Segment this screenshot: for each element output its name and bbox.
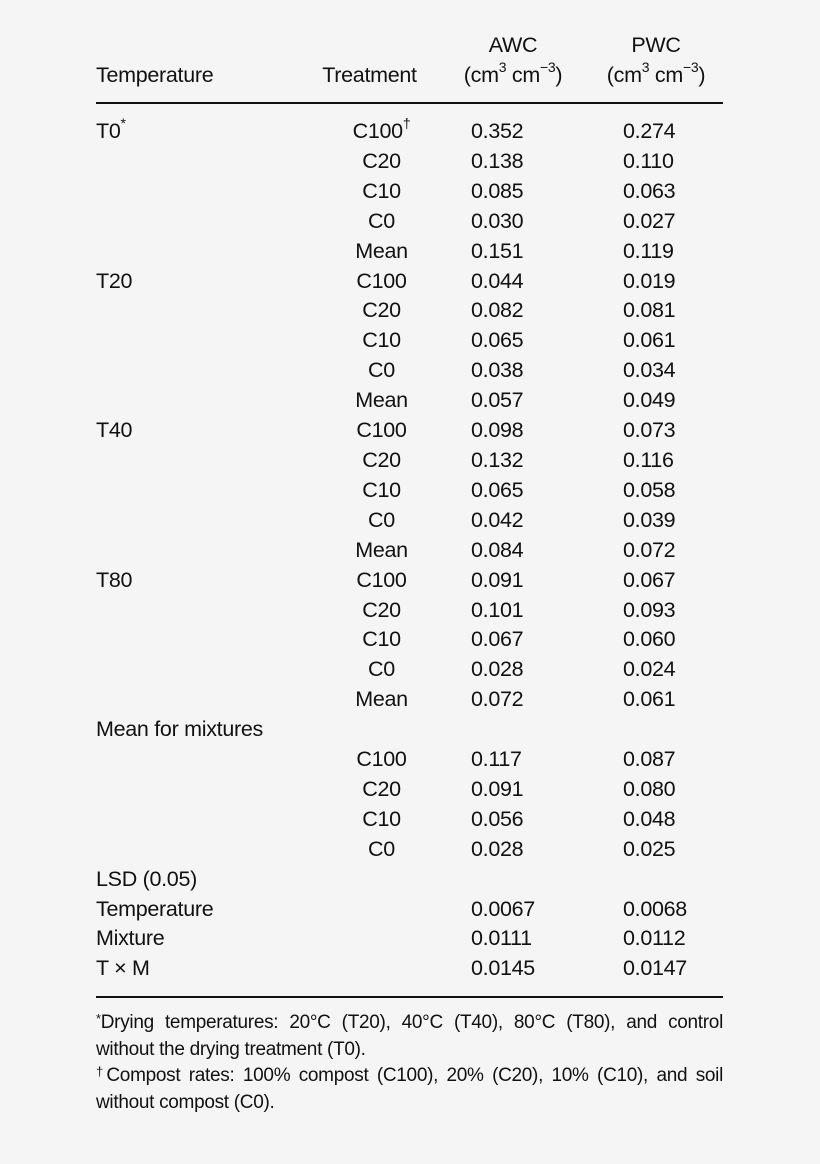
unit-text: (cm <box>463 63 499 87</box>
cell-temperature <box>96 924 302 954</box>
cell-temperature <box>96 114 302 147</box>
table-row <box>96 506 723 536</box>
table-row <box>96 745 723 775</box>
header-treatment-label: Treatment <box>322 63 417 87</box>
cell-pwc: 0.058 <box>623 477 676 502</box>
cell-temperature <box>96 685 302 715</box>
cell-awc: 0.101 <box>471 597 524 622</box>
cell-treatment <box>302 267 437 297</box>
unit-text: ) <box>698 63 706 87</box>
table-page <box>96 30 723 1116</box>
cell-temperature <box>96 895 302 925</box>
cell-awc: 0.0145 <box>471 956 535 981</box>
table-row <box>96 895 723 925</box>
table-row <box>96 356 723 386</box>
footnote-marker: * <box>120 114 126 131</box>
cell-awc: 0.028 <box>471 836 524 861</box>
unit-text: cm <box>649 63 683 87</box>
header-temperature <box>96 30 302 103</box>
table-row <box>96 835 723 865</box>
cell-temperature <box>96 326 302 356</box>
cell-pwc: 0.034 <box>623 358 676 383</box>
footnote-temperature <box>96 1010 723 1063</box>
cell-pwc: 0.049 <box>623 388 676 413</box>
cell-awc: 0.352 <box>471 119 524 143</box>
cell-treatment <box>302 207 437 237</box>
table-row <box>96 566 723 596</box>
table-row <box>96 237 723 267</box>
cell-pwc: 0.061 <box>623 687 676 712</box>
table-row <box>96 446 723 476</box>
treatment-label: C20 <box>362 298 401 323</box>
cell-treatment <box>302 625 437 655</box>
cell-treatment <box>302 416 437 446</box>
treatment-label: C20 <box>362 148 401 173</box>
treatment-label: C100 <box>356 747 407 772</box>
cell-awc: 0.067 <box>471 627 524 652</box>
cell-awc: 0.084 <box>471 537 524 562</box>
cell-treatment <box>302 835 437 865</box>
cell-awc: 0.138 <box>471 148 524 173</box>
unit-exponent: 3 <box>498 58 507 75</box>
cell-temperature <box>96 954 302 984</box>
cell-pwc <box>589 865 723 895</box>
cell-treatment <box>302 356 437 386</box>
cell-pwc: 0.073 <box>623 418 676 443</box>
table-row <box>96 536 723 566</box>
cell-awc: 0.038 <box>471 358 524 383</box>
treatment-label: Mean <box>355 687 408 712</box>
cell-pwc: 0.087 <box>623 747 676 772</box>
cell-temperature <box>96 566 302 596</box>
cell-awc: 0.056 <box>471 806 524 831</box>
treatment-label: C10 <box>362 328 401 353</box>
cell-temperature <box>96 207 302 237</box>
cell-temperature <box>96 805 302 835</box>
table-row <box>96 296 723 326</box>
cell-pwc: 0.019 <box>623 268 676 293</box>
cell-awc: 0.065 <box>471 477 524 502</box>
cell-pwc: 0.0068 <box>623 896 687 921</box>
cell-treatment <box>302 386 437 416</box>
cell-pwc: 0.274 <box>623 119 676 143</box>
header-awc-unit <box>437 60 589 90</box>
table-header <box>96 30 723 117</box>
cell-awc: 0.091 <box>471 567 524 592</box>
cell-temperature <box>96 835 302 865</box>
cell-awc: 0.028 <box>471 657 524 682</box>
treatment-label: C0 <box>368 358 395 383</box>
cell-treatment <box>302 566 437 596</box>
cell-temperature <box>96 356 302 386</box>
bottom-rule <box>96 984 723 997</box>
cell-awc: 0.042 <box>471 507 524 532</box>
footnote-text: Drying temperatures: 20°C (T20), 40°C (T40), 80°C (T80), and control without the drying treatment (T0). <box>96 1012 723 1060</box>
table-row <box>96 177 723 207</box>
table-row <box>96 386 723 416</box>
cell-temperature <box>96 446 302 476</box>
header-pwc-unit <box>589 60 723 90</box>
cell-pwc: 0.080 <box>623 776 676 801</box>
cell-awc <box>437 865 589 895</box>
cell-awc: 0.044 <box>471 268 524 293</box>
cell-awc <box>437 715 589 745</box>
table-row <box>96 715 723 745</box>
cell-temperature <box>96 775 302 805</box>
cell-treatment <box>302 326 437 356</box>
cell-pwc: 0.048 <box>623 806 676 831</box>
table-row <box>96 865 723 895</box>
cell-temperature <box>96 536 302 566</box>
table-row <box>96 117 723 147</box>
cell-treatment <box>302 924 437 954</box>
unit-text: cm <box>506 63 540 87</box>
treatment-label: C10 <box>362 477 401 502</box>
header-treatment <box>302 30 437 103</box>
unit-text: (cm <box>606 63 642 87</box>
cell-temperature <box>96 865 302 895</box>
treatment-label: C100 <box>356 567 407 592</box>
footnote-text: Compost rates: 100% compost (C100), 20% (C20), 10% (C10), and soil without compost (C0). <box>96 1065 723 1113</box>
cell-pwc: 0.039 <box>623 507 676 532</box>
table-row <box>96 954 723 984</box>
cell-pwc: 0.027 <box>623 208 676 233</box>
cell-pwc: 0.119 <box>623 238 674 263</box>
cell-pwc: 0.093 <box>623 597 676 622</box>
temperature-label: Mixture <box>96 926 165 951</box>
treatment-label: C0 <box>368 836 395 861</box>
treatment-label: C20 <box>362 776 401 801</box>
cell-treatment <box>302 147 437 177</box>
treatment-label: C10 <box>362 806 401 831</box>
header-pwc-name: PWC <box>631 33 681 57</box>
cell-temperature <box>96 625 302 655</box>
footnotes <box>96 1010 723 1116</box>
cell-pwc: 0.060 <box>623 627 676 652</box>
treatment-label: Mean <box>355 238 408 263</box>
table-row <box>96 416 723 446</box>
data-table <box>96 30 723 998</box>
table-row <box>96 267 723 297</box>
header-temperature-label: Temperature <box>96 63 214 87</box>
cell-temperature <box>96 596 302 626</box>
table-row <box>96 685 723 715</box>
header-awc-name: AWC <box>488 33 538 57</box>
treatment-label: C10 <box>362 178 401 203</box>
table-row <box>96 655 723 685</box>
cell-treatment <box>302 775 437 805</box>
treatment-label: C10 <box>362 627 401 652</box>
cell-temperature <box>96 745 302 775</box>
table-row <box>96 596 723 626</box>
cell-treatment <box>302 954 437 984</box>
cell-awc: 0.085 <box>471 178 524 203</box>
temperature-label: T80 <box>96 567 133 592</box>
table-row <box>96 326 723 356</box>
footnote-compost <box>96 1063 723 1116</box>
cell-temperature <box>96 267 302 297</box>
table-row <box>96 775 723 805</box>
cell-pwc: 0.116 <box>623 447 674 472</box>
cell-awc: 0.132 <box>471 447 524 472</box>
treatment-label: Mean <box>355 537 408 562</box>
cell-pwc: 0.025 <box>623 836 676 861</box>
cell-temperature <box>96 296 302 326</box>
cell-pwc: 0.061 <box>623 328 676 353</box>
cell-awc: 0.065 <box>471 328 524 353</box>
footnote-mark: * <box>96 1011 101 1027</box>
temperature-label: T × M <box>96 956 150 981</box>
temperature-label: T0 <box>96 119 121 143</box>
cell-pwc <box>589 715 723 745</box>
cell-temperature <box>96 476 302 506</box>
cell-awc: 0.072 <box>471 687 524 712</box>
treatment-label: C100 <box>356 418 407 443</box>
cell-awc: 0.057 <box>471 388 524 413</box>
table-body <box>96 114 723 984</box>
header-awc <box>437 30 589 103</box>
cell-pwc: 0.072 <box>623 537 676 562</box>
table-row <box>96 207 723 237</box>
temperature-label: LSD (0.05) <box>96 866 197 891</box>
table-row <box>96 476 723 506</box>
temperature-label: T40 <box>96 418 133 443</box>
cell-pwc: 0.024 <box>623 657 676 682</box>
cell-awc: 0.098 <box>471 418 524 443</box>
treatment-label: C100 <box>356 268 407 293</box>
treatment-label: C0 <box>368 657 395 682</box>
cell-treatment <box>302 296 437 326</box>
cell-temperature <box>96 655 302 685</box>
cell-treatment <box>302 715 437 745</box>
unit-exponent: −3 <box>682 58 699 75</box>
footnote-mark: † <box>96 1064 107 1080</box>
cell-pwc: 0.063 <box>623 178 676 203</box>
cell-treatment <box>302 506 437 536</box>
table-row <box>96 924 723 954</box>
cell-treatment <box>302 895 437 925</box>
unit-exponent: −3 <box>539 58 556 75</box>
treatment-label: Mean <box>355 388 408 413</box>
treatment-label: C20 <box>362 597 401 622</box>
cell-treatment <box>302 536 437 566</box>
cell-pwc: 0.0147 <box>623 956 687 981</box>
cell-treatment <box>302 685 437 715</box>
temperature-label: Mean for mixtures <box>96 717 263 742</box>
cell-awc: 0.0111 <box>471 926 532 951</box>
treatment-label: C0 <box>368 507 395 532</box>
treatment-label: C100 <box>352 119 403 143</box>
footnote-marker: † <box>402 114 411 131</box>
temperature-label: T20 <box>96 268 133 293</box>
cell-treatment <box>302 177 437 207</box>
table-row <box>96 147 723 177</box>
cell-pwc: 0.0112 <box>623 926 686 951</box>
treatment-label: C20 <box>362 447 401 472</box>
cell-treatment <box>302 865 437 895</box>
cell-treatment <box>302 476 437 506</box>
cell-treatment <box>302 655 437 685</box>
cell-pwc: 0.067 <box>623 567 676 592</box>
cell-temperature <box>96 715 302 745</box>
cell-temperature <box>96 237 302 267</box>
cell-temperature <box>96 386 302 416</box>
cell-treatment <box>302 446 437 476</box>
table-row <box>96 805 723 835</box>
temperature-label: Temperature <box>96 896 214 921</box>
treatment-label: C0 <box>368 208 395 233</box>
cell-temperature <box>96 416 302 446</box>
cell-awc: 0.082 <box>471 298 524 323</box>
unit-exponent: 3 <box>641 58 650 75</box>
cell-pwc: 0.110 <box>623 148 674 173</box>
cell-awc: 0.030 <box>471 208 524 233</box>
cell-treatment <box>302 237 437 267</box>
cell-treatment <box>302 596 437 626</box>
unit-text: ) <box>555 63 563 87</box>
cell-treatment <box>302 114 437 147</box>
cell-awc: 0.0067 <box>471 896 535 921</box>
cell-pwc: 0.081 <box>623 298 676 323</box>
cell-awc: 0.151 <box>471 238 524 263</box>
cell-treatment <box>302 745 437 775</box>
cell-treatment <box>302 805 437 835</box>
cell-temperature <box>96 147 302 177</box>
table-row <box>96 625 723 655</box>
cell-temperature <box>96 506 302 536</box>
header-pwc <box>589 30 723 103</box>
cell-temperature <box>96 177 302 207</box>
cell-awc: 0.117 <box>471 747 522 772</box>
cell-awc: 0.091 <box>471 776 524 801</box>
